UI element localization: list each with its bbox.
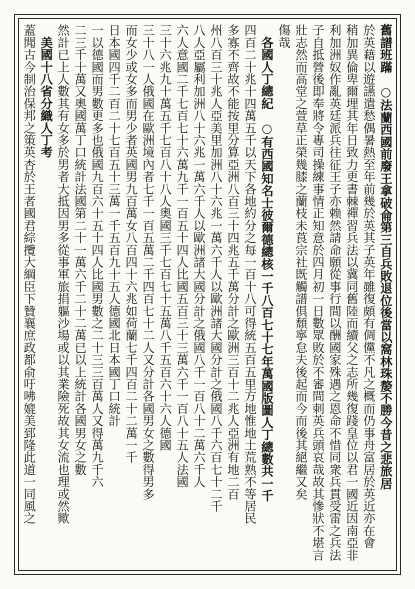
text-column: 蓋聞古今制治保邦之策英杏於王者國君綜攬大綱臣下贊襄庶政都俞吁咈媲美郅隆此道一同風之 <box>22 24 37 525</box>
text-column: 利加洲奴作亂英廷派兵往征王子亦赖然請命願從事行間以酬國家殊遇之恩命不惜同衆兵貫受雷之兵法 <box>327 24 342 561</box>
text-column: 然計已上人數其有女多於男者大抵因男多從事軍旅捐軀沙場或以其業險死故其女流也理或然歟 <box>56 24 71 525</box>
text-column: 州八百三十兆人亞美里加洲八十六兆一萬六千人以歐洲諸大國分計之俄國八千六百七十二千 <box>209 24 224 512</box>
text-column: 而女少或女多而男少者英國男九百萬女八百四十六兆如荷蘭七千四百二十二萬一千 <box>124 24 139 464</box>
text-column: 一以德國而男數更多也俄國九百六十五十四人比國男數之二十三三百萬人又得萬九千六 <box>90 24 105 488</box>
text-column: 舊譜班蹣 ○法蘭西國前廢王拿破侖第三自兵敗退位後當以窩林珠嫠不勝今昔之悲旅居 <box>378 24 393 490</box>
text-column: 子自抵營後即奉將令專司操練事情正知意於四月初一日數眾敗於不審間刺英兵頭哀哉故其慘狀不堪言 <box>310 24 325 561</box>
text-column: 八人亞屬利加洲八十六兆一萬六千人以歐洲諸大國分計之俄國八千一百八十二萬六千人 <box>192 24 207 488</box>
text-column: 日本國四千二百二十七百五十三萬一千五百九十五人德國北日本國丁口統計 <box>107 24 122 427</box>
text-column: 三十八一人俄國在歐洲境內者七千一百五萬二千四百七十二人又分計各國男女之數得男多 <box>141 24 156 500</box>
text-column: 傷哉 <box>276 24 291 49</box>
text-column: 二三千十萬又奧國萬丁口統計法國第二十一萬六千二十二萬已以上統計各國男女之數 <box>73 24 88 476</box>
text-column: 多寡不齊故不能按里分算亞洲八百三十四兆五千萬分計之歐洲三百十二兆人亞洲有地二百 <box>226 24 240 500</box>
text-column: 六人意國二千七百七十六萬九千一百五十四人比國五百三十三萬六千一百八十五人法國 <box>175 24 190 488</box>
text-column: 稍加異倫卑爾埋其年日致力更書棘禪習兵法以冀同舊陸而續父之志所幾復踐皇位以君一國近因南亞非 <box>344 24 359 561</box>
text-column: 美國十八省分織人丁考 <box>39 24 54 159</box>
text-column: 四百二十兆十四萬五千以天下各地約分之每一百十八可得統五百五里方地惟地土荒熟不等居民 <box>242 24 257 525</box>
text-column: 各國人丁總紀 ○有西國知名士彼爾德總核一千八百七十七年萬國版圖人丁總數共一千 <box>259 24 274 502</box>
text-column: 於英藉以遊讌遣愁偶暑熱至年前幾於英其子英年雖復頗有倜儻不凡之概而仍事舟富居於英近亦在會 <box>361 24 376 549</box>
vertical-text-body <box>22 22 393 567</box>
text-column: 壯志然而高堂之萱草正榮幾膝之蘭枝未莨宗社既觸譜俱頹寧怠夫後起而今而後其絕繼又矣 <box>293 24 308 500</box>
text-column: 三十六兆九十萬五千七百八十八人奧國三千七百七十五萬八千五百六十六人德國 <box>158 24 173 451</box>
